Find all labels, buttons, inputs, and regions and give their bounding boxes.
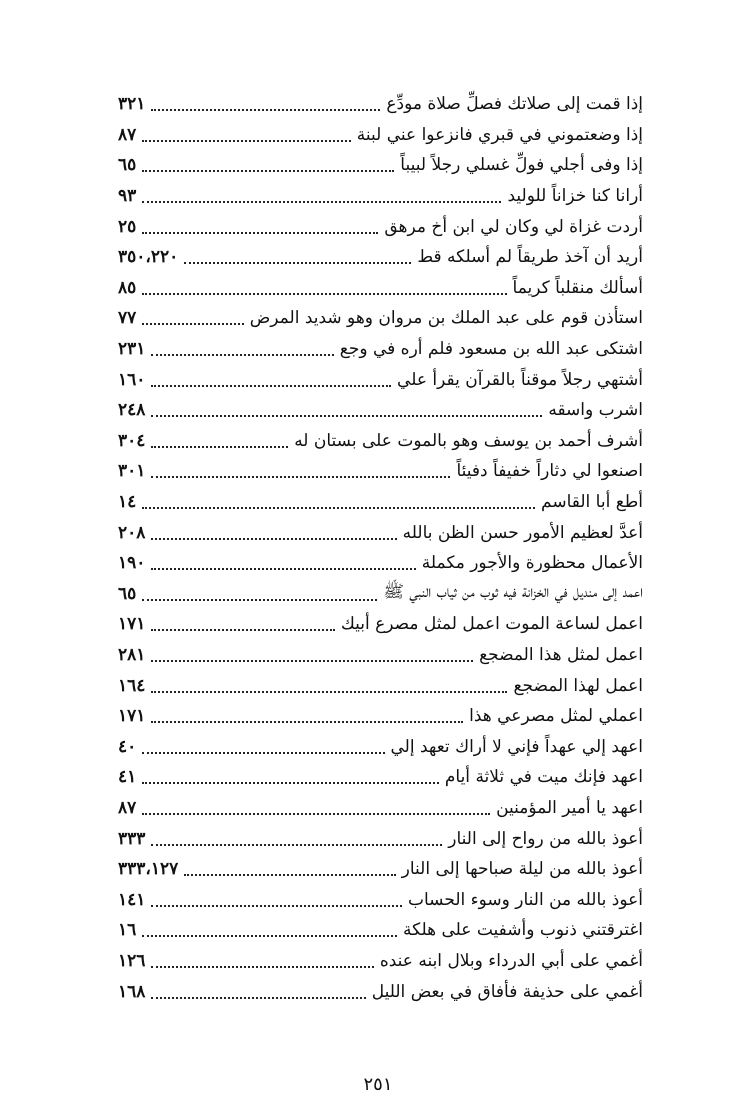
index-entry — [118, 487, 643, 518]
index-entry — [118, 640, 643, 671]
index-entry — [118, 150, 643, 181]
entry-text: أشتهي رجلاً موقناً بالقرآن يقرأ علي — [397, 369, 643, 390]
dot-leader — [151, 107, 380, 111]
dot-leader — [151, 474, 450, 478]
entry-text: أعدَّ لعظيم الأمور حسن الظن بالله — [402, 522, 643, 543]
entry-text: أشرف أحمد بن يوسف وهو بالموت على بستان له — [294, 430, 643, 451]
entry-text: اشتكى عبد الله بن مسعود فلم أره في وجع — [339, 339, 643, 360]
dot-leader — [151, 352, 333, 356]
entry-text: إذا وفى أجلي فولِّ غسلي رجلاً لبيباً — [400, 155, 643, 176]
dot-leader — [142, 597, 377, 601]
dot-leader — [184, 872, 395, 876]
entry-text: أسألك منقلباً كريماً — [512, 277, 643, 298]
dot-leader — [142, 138, 351, 142]
entry-page-ref: ١٤ — [118, 492, 137, 513]
index-entry — [118, 976, 643, 1007]
entry-page-ref: ٣٣٣،١٢٧ — [118, 859, 179, 880]
index-entry — [118, 242, 643, 273]
index-entry — [118, 89, 643, 120]
index-entry — [118, 701, 643, 732]
entry-page-ref: ٢٠٨ — [118, 522, 146, 543]
entry-page-ref: ١٧١ — [118, 706, 146, 727]
entry-text: أطع أبا القاسم — [541, 492, 643, 513]
dot-leader — [151, 964, 373, 968]
dot-leader — [151, 719, 463, 723]
entry-page-ref: ١٦ — [118, 920, 137, 941]
entry-text: اعمد إلى منديل في الخزانة فيه ثوب من ثياب النبي ﷺ — [383, 582, 643, 603]
entry-page-ref: ٣٢١ — [118, 94, 146, 115]
entry-text: الأعمال محظورة والأجور مكملة — [421, 553, 643, 574]
dot-leader — [151, 444, 288, 448]
index-entry — [118, 273, 643, 304]
entry-text: اعهد يا أمير المؤمنين — [496, 797, 643, 818]
index-entry — [118, 426, 643, 457]
dot-leader — [142, 291, 506, 295]
index-entry — [118, 364, 643, 395]
entry-text: إذا قمت إلى صلاتك فصلِّ صلاة مودِّع — [386, 94, 643, 115]
entry-page-ref: ٤٠ — [118, 736, 137, 757]
dot-leader — [151, 995, 365, 999]
entry-text: أغمي على أبي الدرداء وبلال ابنه عنده — [379, 950, 643, 971]
entry-text: أعوذ بالله من ليلة صباحها إلى النار — [401, 859, 643, 880]
index-entry — [118, 395, 643, 426]
dot-leader — [151, 689, 507, 693]
page-number: ٢٥١ — [363, 1074, 393, 1095]
entry-text: أريد أن آخذ طريقاً لم أسلكه قط — [417, 247, 643, 268]
index-entry — [118, 181, 643, 212]
dot-leader — [142, 780, 439, 784]
entry-text: أرانا كنا خزاناً للوليد — [507, 186, 643, 207]
dot-leader — [151, 658, 473, 662]
entry-text: أعوذ بالله من النار وسوء الحساب — [408, 889, 643, 910]
dot-leader — [142, 750, 384, 754]
dot-leader — [142, 168, 394, 172]
index-entry — [118, 915, 643, 946]
dot-leader — [142, 811, 490, 815]
entry-text: اعهد إلي عهداً فإني لا أراك تعهد إلي — [390, 736, 643, 757]
entry-text: اغترقتني ذنوب وأشفيت على هلكة — [402, 920, 643, 941]
entry-page-ref: ٣٥٠،٢٢٠ — [118, 247, 179, 268]
entry-page-ref: ٤١ — [118, 767, 137, 788]
index-entry — [118, 211, 643, 242]
entry-text: اعمل لساعة الموت اعمل لمثل مصرع أبيك — [340, 614, 643, 635]
index-entry — [118, 946, 643, 977]
entry-text: أردت غزاة لي وكان لي ابن أخ مرهق — [384, 216, 643, 237]
entry-page-ref: ٣٠١ — [118, 461, 146, 482]
entry-page-ref: ٦٥ — [118, 155, 137, 176]
index-entry — [118, 303, 643, 334]
index-entry — [118, 762, 643, 793]
dot-leader — [142, 230, 378, 234]
index-entry — [118, 793, 643, 824]
dot-leader — [151, 413, 542, 417]
entry-page-ref: ٣٣٣ — [118, 828, 146, 849]
dot-leader — [142, 199, 501, 203]
dot-leader — [184, 260, 411, 264]
entry-page-ref: ٦٥ — [118, 583, 137, 604]
dot-leader — [151, 627, 334, 631]
entry-page-ref: ١٢٦ — [118, 950, 146, 971]
dot-leader — [151, 383, 391, 387]
entry-page-ref: ١٩٠ — [118, 553, 146, 574]
index-entry — [118, 609, 643, 640]
index-entry — [118, 731, 643, 762]
entry-text: استأذن قوم على عبد الملك بن مروان وهو شديد المرض — [249, 308, 643, 329]
index-entry — [118, 334, 643, 365]
entry-page-ref: ٨٧ — [118, 124, 137, 145]
entry-page-ref: ٢٣١ — [118, 339, 146, 360]
entry-text: اعهد فإنك ميت في ثلاثة أيام — [444, 767, 643, 788]
entry-page-ref: ٣٠٤ — [118, 430, 146, 451]
entry-page-ref: ١٦٠ — [118, 369, 146, 390]
index-entry — [118, 548, 643, 579]
index-entry — [118, 823, 643, 854]
index-entry — [118, 517, 643, 548]
index-entry — [118, 854, 643, 885]
entry-text: اشرب واسقه — [548, 400, 643, 421]
entry-page-ref: ٨٥ — [118, 277, 137, 298]
entry-text: أغمي على حذيفة فأفاق في بعض الليل — [371, 981, 643, 1002]
entry-page-ref: ١٤١ — [118, 889, 146, 910]
dot-leader — [142, 505, 535, 509]
entry-text: إذا وضعتموني في قبري فانزعوا عني لبنة — [356, 124, 643, 145]
entry-page-ref: ١٦٤ — [118, 675, 146, 696]
dot-leader — [142, 321, 243, 325]
entry-page-ref: ٢٤٨ — [118, 400, 146, 421]
index-entry — [118, 670, 643, 701]
entry-text: أعوذ بالله من رواح إلى النار — [448, 828, 643, 849]
entry-text: اعملي لمثل مصرعي هذا — [469, 706, 643, 727]
entry-page-ref: ١٧١ — [118, 614, 146, 635]
entry-page-ref: ٢٨١ — [118, 644, 146, 665]
entry-text: اعمل لهذا المضجع — [513, 675, 643, 696]
entry-page-ref: ٢٥ — [118, 216, 137, 237]
entry-text: اعمل لمثل هذا المضجع — [479, 644, 643, 665]
index-list — [118, 89, 643, 1007]
dot-leader — [151, 566, 415, 570]
entry-page-ref: ٩٣ — [118, 186, 137, 207]
index-entry — [118, 579, 643, 610]
dot-leader — [151, 842, 442, 846]
entry-page-ref: ١٦٨ — [118, 981, 146, 1002]
entry-page-ref: ٨٧ — [118, 797, 137, 818]
entry-page-ref: ٧٧ — [118, 308, 137, 329]
entry-text: اصنعوا لي دثاراً خفيفاً دفيئاً — [456, 461, 643, 482]
dot-leader — [151, 903, 402, 907]
index-entry — [118, 120, 643, 151]
dot-leader — [151, 536, 396, 540]
dot-leader — [142, 933, 397, 937]
index-entry — [118, 884, 643, 915]
index-entry — [118, 456, 643, 487]
